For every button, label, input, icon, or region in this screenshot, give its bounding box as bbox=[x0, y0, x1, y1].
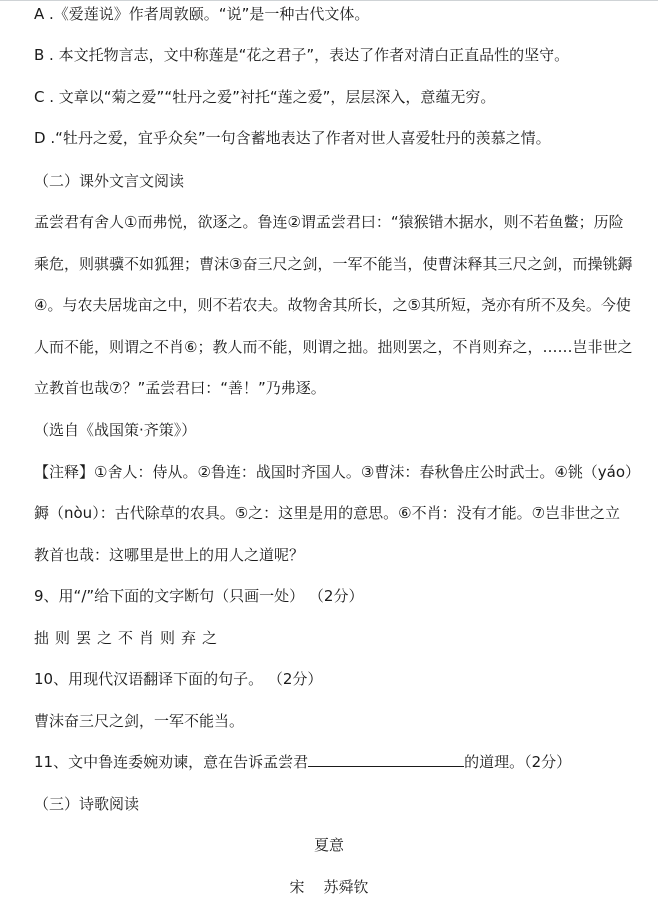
poem-title: 夏意 bbox=[313, 836, 344, 854]
option-c: C . 文章以“菊之爱”“牡丹之爱”衬托“莲之爱”，层层深入，意蕴无穷。 bbox=[34, 88, 496, 106]
passage-line: 孟尝君有舍人①而弗悦，欲逐之。鲁连②谓孟尝君曰：“猿猴错木据水，则不若鱼鳖；历险 bbox=[34, 213, 624, 231]
section2-heading: （二）课外文言文阅读 bbox=[34, 172, 185, 190]
passage-line: 乘危，则骐骥不如狐狸；曹沫③奋三尺之剑，一军不能当，使曹沫释其三尺之剑，而操铫鎒 bbox=[34, 255, 633, 273]
answer-blank[interactable] bbox=[308, 752, 464, 767]
notes-line: 鎒（nòu）：古代除草的农具。⑤之：这里是用的意思。⑥不肖：没有才能。⑦岂非世之立 bbox=[34, 504, 621, 522]
question-9-text: 拙则罢之不肖则弃之 bbox=[34, 629, 224, 647]
question-11-prefix: 11、文中鲁连委婉劝谏，意在告诉孟尝君 bbox=[34, 753, 309, 771]
source-citation: （选自《战国策·齐策》） bbox=[34, 421, 197, 439]
passage-line: 立教首也哉⑦？”孟尝君曰：“善！”乃弗逐。 bbox=[34, 379, 326, 397]
notes-line: 【注释】①舍人：侍从。②鲁连：战国时齐国人。③曹沫：春秋鲁庄公时武士。④铫（yáo） bbox=[34, 463, 641, 481]
poem-author: 宋 苏舜钦 bbox=[289, 878, 369, 896]
question-11 bbox=[34, 751, 571, 773]
question-10-text: 曹沫奋三尺之剑，一军不能当。 bbox=[34, 712, 245, 730]
question-10: 10、用现代汉语翻译下面的句子。 （2分） bbox=[34, 670, 323, 688]
option-b: B . 本文托物言志，文中称莲是“花之君子”，表达了作者对清白正直品性的坚守。 bbox=[34, 46, 570, 64]
passage-line: ④。与农夫居垅亩之中，则不若农夫。故物舍其所长，之⑤其所短，尧亦有所不及矣。今使 bbox=[34, 296, 631, 314]
notes-line: 教首也哉：这哪里是世上的用人之道呢？ bbox=[34, 546, 305, 564]
option-d: D .“牡丹之爱，宜乎众矣”一句含蓄地表达了作者对世人喜爱牡丹的羡慕之情。 bbox=[34, 129, 551, 147]
question-11-suffix: 的道理。（2分） bbox=[464, 753, 572, 771]
question-9: 9、用“/”给下面的文字断句（只画一处） （2分） bbox=[34, 587, 364, 605]
passage-line: 人而不能，则谓之不肖⑥；教人而不能，则谓之拙。拙则罢之，不肖则弃之，……岂非世之 bbox=[34, 338, 633, 356]
option-a: A .《爱莲说》作者周敦颐。“说”是一种古代文体。 bbox=[34, 5, 370, 23]
top-rule bbox=[0, 0, 658, 1]
section3-heading: （三）诗歌阅读 bbox=[34, 795, 140, 813]
